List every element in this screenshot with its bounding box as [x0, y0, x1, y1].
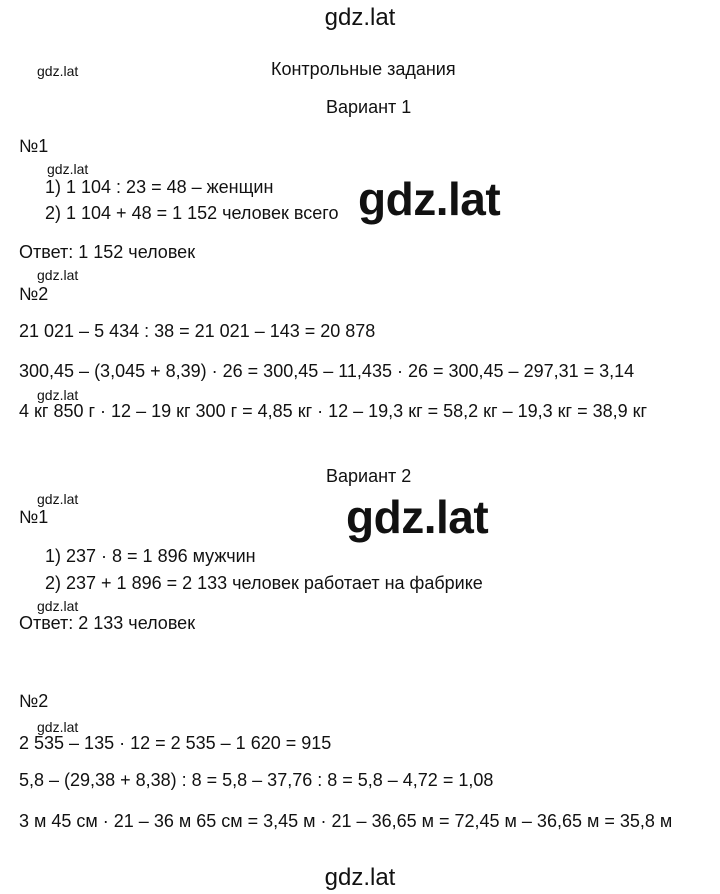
v2-task2-line-3: 3 м 45 см · 21 – 36 м 65 см = 3,45 м · 21 – 36,65 м = 72,45 м – 36,65 м = 35,8 м [19, 811, 673, 831]
watermark-big: gdz.lat [358, 173, 501, 225]
v2-task2-label: №2 [19, 691, 49, 711]
v1-task2-label: №2 [19, 284, 49, 304]
v1-task1-answer: Ответ: 1 152 человек [19, 242, 196, 262]
watermark-top: gdz.lat [324, 4, 396, 31]
watermark-small: gdz.lat [37, 719, 79, 735]
watermark-small: gdz.lat [37, 63, 79, 79]
v1-task1-step-1: 1) 1 104 : 23 = 48 – женщин [45, 177, 274, 197]
v2-task2-line-1: 2 535 – 135 · 12 = 2 535 – 1 620 = 915 [19, 733, 332, 753]
watermark-small: gdz.lat [37, 267, 79, 283]
watermark-small: gdz.lat [37, 491, 79, 507]
watermark-bottom: gdz.lat [324, 864, 396, 891]
v2-task1-label: №1 [19, 507, 49, 527]
v1-task2-line-3: 4 кг 850 г · 12 – 19 кг 300 г = 4,85 кг · 12 – 19,3 кг = 58,2 кг – 19,3 кг = 38,9 кг [19, 401, 648, 421]
v1-task2-line-1: 21 021 – 5 434 : 38 = 21 021 – 143 = 20 878 [19, 321, 376, 341]
v2-task2-line-2: 5,8 – (29,38 + 8,38) : 8 = 5,8 – 37,76 : 8 = 5,8 – 4,72 = 1,08 [19, 770, 494, 790]
watermark-small: gdz.lat [47, 161, 89, 177]
variant-2-heading: Вариант 2 [326, 466, 412, 486]
watermark-small: gdz.lat [37, 387, 79, 403]
v1-task1-step-2: 2) 1 104 + 48 = 1 152 человек всего [45, 203, 339, 223]
watermark-small: gdz.lat [37, 598, 79, 614]
v2-task1-step-2: 2) 237 + 1 896 = 2 133 человек работает на фабрике [45, 573, 483, 593]
v2-task1-step-1: 1) 237 · 8 = 1 896 мужчин [45, 546, 256, 566]
variant-1-heading: Вариант 1 [326, 97, 412, 117]
v2-task1-answer: Ответ: 2 133 человек [19, 613, 196, 633]
page-title: Контрольные задания [271, 59, 456, 79]
v1-task2-line-2: 300,45 – (3,045 + 8,39) · 26 = 300,45 – 11,435 · 26 = 300,45 – 297,31 = 3,14 [19, 361, 635, 381]
watermark-big: gdz.lat [346, 491, 489, 543]
v1-task1-label: №1 [19, 136, 49, 156]
